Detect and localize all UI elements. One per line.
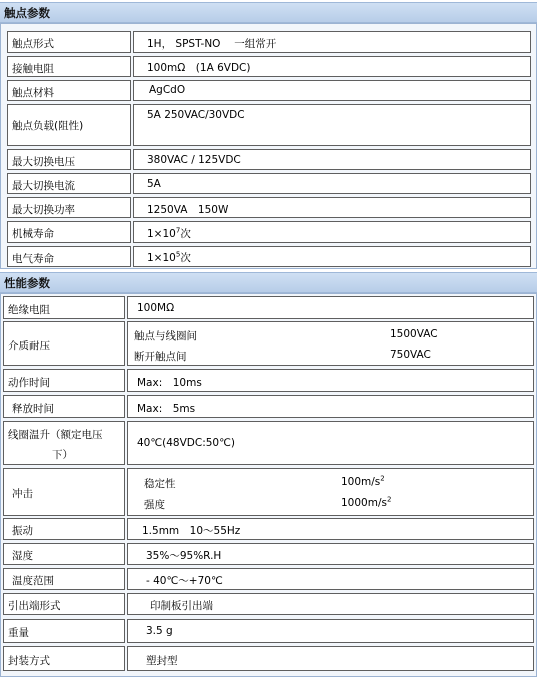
release-time-value: Max: 5ms [137, 403, 196, 415]
coil-temp-label-line2: 下） [52, 449, 73, 461]
row-mechanical-life [7, 221, 531, 243]
dielectric-line1-name: 触点与线圈间 [134, 330, 197, 342]
row-weight [3, 619, 534, 643]
row-contact-form [7, 31, 531, 53]
release-time-label: 释放时间 [12, 403, 54, 415]
contact-material-value: AgCdO [149, 84, 186, 96]
row-temperature-range [3, 568, 534, 590]
row-insulation [3, 296, 534, 319]
row-contact-resistance [7, 56, 531, 77]
coil-temp-label-line1: 线圈温升（额定电压 [8, 429, 103, 441]
performance-section-title: 性能参数 [0, 272, 537, 293]
contact-section-title: 触点参数 [0, 2, 537, 23]
insulation-label: 绝缘电阻 [8, 304, 50, 316]
max-switch-power-value: 1250VA 150W [147, 204, 229, 216]
contact-resistance-value: 100mΩ (1A 6VDC) [147, 62, 251, 74]
contact-form-label: 触点形式 [12, 38, 54, 50]
humidity-label: 湿度 [12, 550, 33, 562]
mechanical-life-value: $1\times 10^7$次 [147, 226, 191, 240]
row-contact-material [7, 80, 531, 101]
dielectric-line2-value: 750VAC [390, 349, 431, 361]
shock-line1-value: $100m/s^2$ [341, 474, 385, 488]
contact-load-value: 5A 250VAC/30VDC [147, 109, 245, 121]
contact-material-label: 触点材料 [12, 87, 54, 99]
row-package [3, 646, 534, 671]
terminal-value: 印制板引出端 [150, 600, 213, 612]
electrical-life-label: 电气寿命 [12, 253, 54, 265]
row-max-switch-voltage [7, 149, 531, 170]
terminal-label: 引出端形式 [8, 600, 61, 612]
dielectric-line1-value: 1500VAC [390, 328, 438, 340]
contact-load-label: 触点负载(阻性) [12, 120, 84, 132]
row-coil-temperature [3, 421, 534, 465]
row-dielectric [3, 321, 534, 366]
temp-range-label: 温度范围 [12, 575, 54, 587]
package-label: 封装方式 [8, 655, 50, 667]
dielectric-label: 介质耐压 [8, 340, 50, 352]
row-electrical-life [7, 246, 531, 267]
row-shock [3, 468, 534, 516]
electrical-life-value: $1\times 10^5$次 [147, 250, 191, 264]
insulation-value: 100MΩ [137, 302, 175, 314]
humidity-value: 35%～95%R.H [146, 550, 222, 562]
row-max-switch-power [7, 197, 531, 218]
max-switch-current-value: 5A [147, 178, 161, 190]
contact-resistance-label: 接触电阻 [12, 63, 54, 75]
row-contact-load [7, 104, 531, 146]
row-release-time [3, 395, 534, 418]
row-humidity [3, 543, 534, 565]
coil-temp-value: 40℃(48VDC:50℃) [137, 437, 235, 449]
max-switch-power-label: 最大切换功率 [12, 204, 75, 216]
operate-time-value: Max: 10ms [137, 377, 202, 389]
max-switch-current-label: 最大切换电流 [12, 180, 75, 192]
max-switch-voltage-label: 最大切换电压 [12, 156, 75, 168]
shock-line2-name: 强度 [144, 499, 165, 511]
row-vibration [3, 518, 534, 540]
package-value: 塑封型 [146, 655, 178, 667]
max-switch-voltage-value: 380VAC / 125VDC [147, 154, 241, 166]
operate-time-label: 动作时间 [8, 377, 50, 389]
row-terminal [3, 593, 534, 615]
contact-form-value: 1H， SPST-NO 一组常开 [147, 38, 277, 50]
dielectric-line2-name: 断开触点间 [134, 351, 187, 363]
temp-range-value: - 40℃～+70℃ [146, 575, 223, 587]
vibration-label: 振动 [12, 525, 33, 537]
mechanical-life-label: 机械寿命 [12, 228, 54, 240]
shock-line2-value: $1000m/s^2$ [341, 495, 392, 509]
shock-label: 冲击 [12, 488, 33, 500]
vibration-value: 1.5mm 10～55Hz [142, 525, 241, 537]
row-operate-time [3, 369, 534, 392]
shock-line1-name: 稳定性 [144, 478, 176, 490]
weight-label: 重量 [8, 627, 29, 639]
row-max-switch-current [7, 173, 531, 194]
weight-value: 3.5 g [146, 625, 173, 637]
